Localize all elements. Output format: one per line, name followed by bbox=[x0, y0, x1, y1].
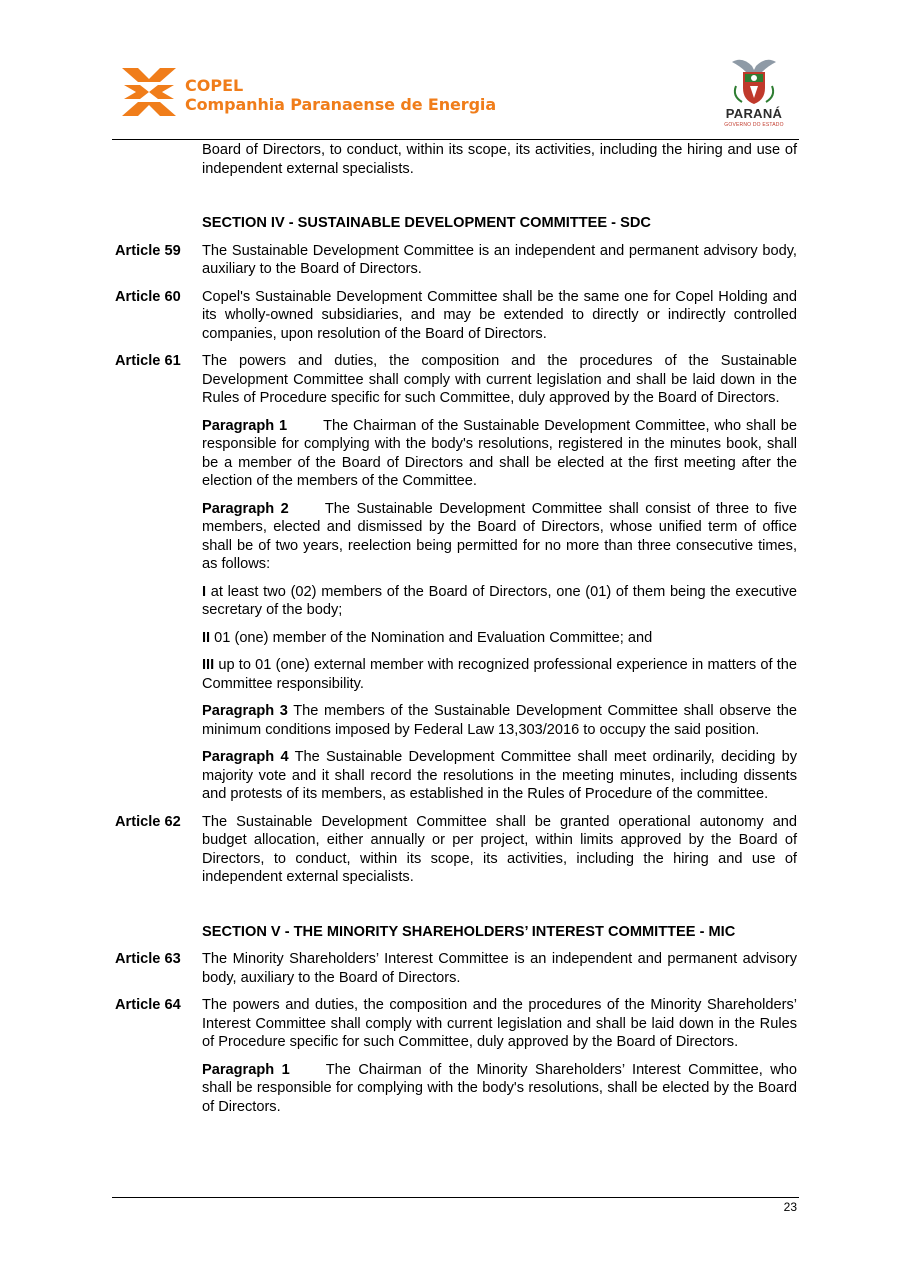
paragraph-text: The members of the Sustainable Development Committee shall observe the minimum conditions imposed by Federal Law 13,303/2016 to occupy the said position. bbox=[202, 703, 797, 738]
item-text: at least two (02) members of the Board of Directors, one (01) of them being the executive secretary of the body; bbox=[202, 583, 797, 618]
paragraph-label: Paragraph 2 bbox=[202, 500, 289, 517]
paragraph-2 bbox=[202, 500, 797, 574]
paragraph-label: Paragraph 1 bbox=[202, 417, 288, 434]
item-label: II bbox=[202, 629, 211, 646]
item-i bbox=[202, 583, 797, 620]
item-iii bbox=[202, 656, 797, 693]
article-59 bbox=[115, 242, 797, 279]
paragraph-label: Paragraph 4 bbox=[202, 749, 289, 765]
item-label: I bbox=[202, 583, 207, 600]
article-60 bbox=[115, 288, 797, 344]
page-number: 23 bbox=[783, 1200, 797, 1214]
copel-logo-icon bbox=[122, 68, 176, 116]
article-label: Article 64 bbox=[115, 997, 181, 1013]
state-subtitle: GOVERNO DO ESTADO bbox=[724, 122, 784, 128]
article-label: Article 60 bbox=[115, 288, 181, 305]
article-61 bbox=[115, 352, 797, 408]
item-ii bbox=[202, 629, 797, 648]
article-label: Article 62 bbox=[115, 813, 181, 830]
paragraph-text: The Chairman of the Sustainable Development Committee, who shall be responsible for complying with the body's resolutions, registered in the minutes book, shall be a member of the Board of Directors and shall be elected at the first meeting after the election of the members of the Committee. bbox=[202, 417, 798, 489]
intro-paragraph: Board of Directors, to conduct, within its scope, its activities, including the hiring and use of independent external specialists. bbox=[202, 142, 797, 177]
copel-logo-text bbox=[185, 76, 496, 114]
paragraph-label: Paragraph 3 bbox=[202, 703, 288, 719]
article-label: Article 61 bbox=[115, 353, 181, 369]
paragraph-text: The Chairman of the Minority Shareholders’ Interest Committee, who shall be responsible for complying with the body's resolutions, shall be elected by the Board of Directors. bbox=[202, 1061, 797, 1115]
item-label: III bbox=[202, 657, 215, 673]
item-text: 01 (one) member of the Nomination and Evaluation Committee; and bbox=[214, 629, 653, 646]
document-body bbox=[115, 141, 797, 1116]
article-text: The powers and duties, the composition and the procedures of the Sustainable Development Committee shall comply with current legislation and shall be laid down in the Rules of Procedure specific for such Committee, duly approved by the Board of Directors. bbox=[202, 353, 797, 406]
paragraph-3 bbox=[202, 702, 797, 739]
parana-coat-of-arms-icon bbox=[728, 56, 780, 106]
article-text: The Minority Shareholders’ Interest Committee is an independent and permanent advisory body, auxiliary to the Board of Directors. bbox=[202, 951, 797, 986]
article-label: Article 63 bbox=[115, 951, 181, 967]
paragraph-4 bbox=[202, 748, 797, 804]
article-text: The Sustainable Development Committee is an independent and permanent advisory body, auxiliary to the Board of Directors. bbox=[202, 242, 797, 277]
article-63 bbox=[115, 950, 797, 987]
page-header bbox=[0, 0, 899, 140]
state-name: PARANÁ bbox=[725, 106, 783, 121]
footer-divider bbox=[112, 1197, 799, 1198]
item-text: up to 01 (one) external member with recognized professional experience in matters of the Committee responsibility. bbox=[202, 657, 797, 692]
paragraph-text: The Sustainable Development Committee shall meet ordinarily, deciding by majority vote and it shall record the resolutions in the meeting minutes, including dissents and protests of its members, as established in the Rules of Procedure of the committee. bbox=[202, 749, 797, 802]
article-62 bbox=[115, 813, 797, 887]
article-text: The Sustainable Development Committee shall be granted operational autonomy and budget allocation, either annually or per project, within limits approved by the Board of Directors, to conduct, within its scope, its activities, including the hiring and use of independent external specialists. bbox=[202, 813, 797, 885]
article-text: The powers and duties, the composition and the procedures of the Minority Shareholders’ Interest Committee shall comply with current legislation and shall be laid down in the Rules of Procedure specific for such Committee, duly approved by the Board of Directors. bbox=[202, 997, 797, 1050]
article-label: Article 59 bbox=[115, 242, 181, 259]
company-name: COPEL bbox=[185, 76, 244, 95]
paragraph-1-mic bbox=[202, 1061, 797, 1117]
paragraph-text: The Sustainable Development Committee shall consist of three to five members, elected and dismissed by the Board of Directors, whose unified term of office shall be of two years, reelection being permitted for no more than three consecutive times, as follows: bbox=[202, 500, 798, 572]
company-full-name: Companhia Paranaense de Energia bbox=[185, 95, 497, 114]
article-64 bbox=[115, 996, 797, 1052]
paragraph-1 bbox=[202, 417, 797, 491]
article-text: Copel's Sustainable Development Committee shall be the same one for Copel Holding and its wholly-owned subsidiaries, and may be extended to directly or indirectly controlled companies, upon resolution of the Board of Directors. bbox=[202, 288, 797, 342]
header-divider bbox=[112, 139, 799, 140]
section-heading-iv: SECTION IV - SUSTAINABLE DEVELOPMENT COMMITTEE - SDC bbox=[202, 215, 651, 231]
section-heading-v: SECTION V - THE MINORITY SHAREHOLDERS’ INTEREST COMMITTEE - MIC bbox=[202, 923, 736, 940]
paragraph-label: Paragraph 1 bbox=[202, 1061, 290, 1078]
